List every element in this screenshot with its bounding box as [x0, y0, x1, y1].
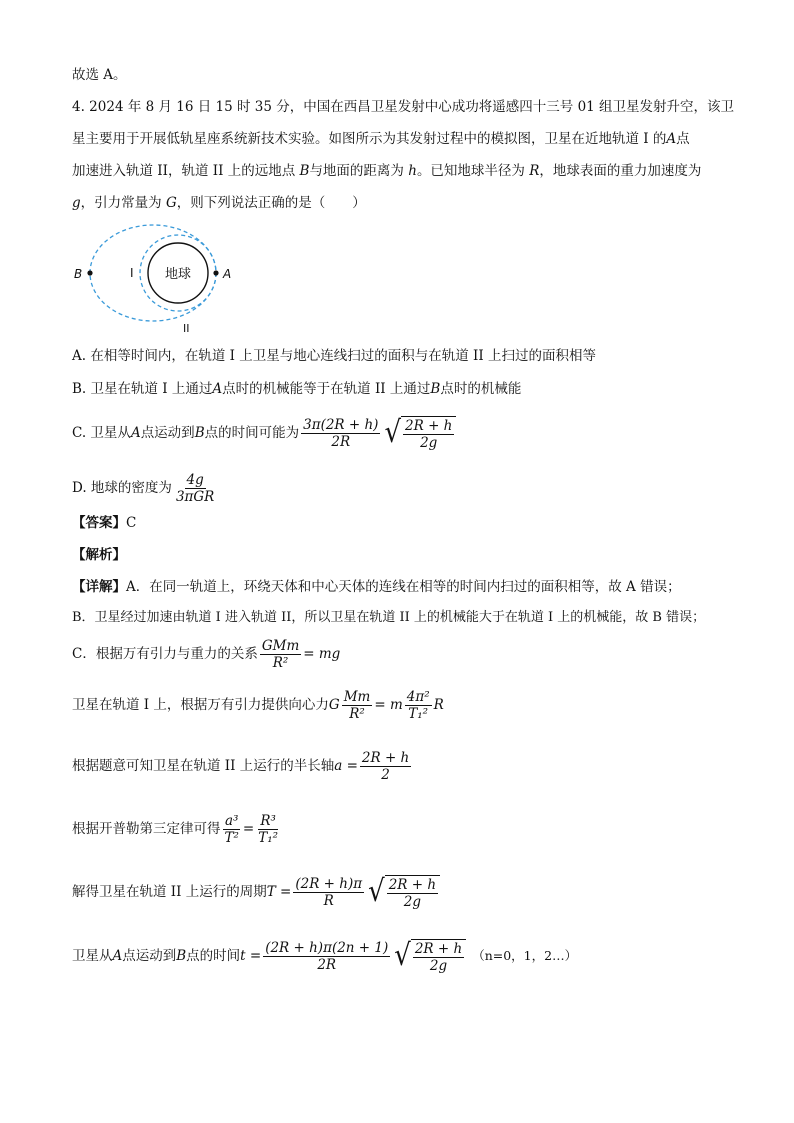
detail-line-period: 解得卫星在轨道 II 上运行的周期 T = $\frac{(2R + h)\pi}{R}$ √ $\frac{2R + h}{2g}$ — [72, 870, 440, 914]
q-text: ，则下列说法正确的是（ ） — [176, 195, 366, 211]
opt-text: C. 卫星从 — [72, 425, 131, 441]
point-A-label: A — [223, 267, 232, 281]
orbit-II-label: II — [183, 322, 190, 335]
opt-var-A: A — [212, 381, 223, 397]
q-text: 与地面的距离为 — [309, 163, 404, 179]
point-B-dot — [87, 270, 92, 275]
option-B — [72, 380, 521, 398]
option-C — [72, 414, 456, 452]
detail-line-C: C．根据万有引力与重力的关系 $\frac{\text{GMm}}{\text{R²}}$ = mg — [72, 637, 341, 671]
answer-value: C — [126, 515, 137, 531]
opt-text: B. 卫星在轨道 I 上通过 — [72, 381, 213, 397]
q-var-R: R — [529, 163, 540, 179]
option-A: A. 在相等时间内，在轨道 I 上卫星与地心连线扫过的面积与在轨道 II 上扫过的面积相等 — [72, 348, 596, 364]
opt-text: D. 地球的密度为 — [72, 480, 172, 496]
detail-line-centripetal: 卫星在轨道 I 上，根据万有引力提供向心力 G $\frac{Mm}{\text{R²}}$ = m $\frac{\text{4π²}}{\text{T₁²}}$ R — [72, 688, 444, 722]
opt-var-B: B — [194, 425, 205, 441]
opt-text: 点运动到 — [140, 425, 195, 441]
orbit-I-label: I — [130, 266, 134, 280]
q-var-B: B — [299, 163, 310, 179]
question-line-2 — [72, 130, 690, 148]
answer-label: 【答案】 — [72, 515, 126, 531]
opt-text: 点时的机械能 — [440, 381, 522, 397]
detail-line-B: B．卫星经过加速由轨道 I 进入轨道 II，所以卫星在轨道 II 上的机械能大于在轨道 I 上的机械能，故 B 错误； — [72, 610, 706, 625]
detail-line-time: 卫星从 A 点运动到 B 点的时间 t = $\frac{(2R + h)\pi(2n + 1)}{2R}$ √ $\frac{2R + h}{2g}$ （n=0，1，2…） — [72, 938, 578, 974]
q-text: ，地球表面的重力加速度为 — [539, 163, 702, 179]
opt-var-A: A — [130, 425, 141, 441]
question-line-1: 4. 2024 年 8 月 16 日 15 时 35 分，中国在西昌卫星发射中心成功将遥感四十三号 01 组卫星发射升空，该卫 — [72, 99, 735, 115]
point-B-label: B — [74, 267, 83, 281]
point-A-dot — [213, 270, 218, 275]
question-line-3 — [72, 162, 701, 180]
analysis-label: 【解析】 — [72, 547, 126, 563]
previous-answer-note: 故选 A。 — [72, 67, 127, 83]
q-text: 星主要用于开展低轨星座系统新技术实验。如图所示为其发射过程中的模拟图，卫星在近地轨道 I 的 — [72, 131, 667, 147]
opt-text: 点的时间可能为 — [204, 425, 300, 441]
q-var-g: g — [72, 195, 81, 211]
option-D-fraction: $\frac{4g}{\text{3πGR}}$ — [175, 471, 215, 505]
q-text: 点 — [676, 131, 690, 147]
option-C-sqrt: √ $\frac{2R + h}{2g}$ — [384, 416, 456, 451]
detail-line-semimajor: 根据题意可知卫星在轨道 II 上运行的半长轴 a = $\frac{2R + h}{2}$ — [72, 749, 410, 783]
option-D — [72, 470, 218, 506]
detail-line-A — [72, 578, 681, 596]
q-text: 。已知地球半径为 — [416, 163, 525, 179]
detail-label: 【详解】 — [72, 579, 126, 595]
opt-var-B: B — [430, 381, 441, 397]
answer-line — [72, 514, 136, 532]
detail-text: A．在同一轨道上，环绕天体和中心天体的连线在相等的时间内扫过的面积相等，故 A 错误； — [126, 579, 681, 595]
opt-text: 点时的机械能等于在轨道 II 上通过 — [222, 381, 431, 397]
q-var-G: G — [165, 195, 177, 211]
earth-label: 地球 — [164, 267, 192, 282]
option-C-fraction: $\frac{3\pi(2R + h)}{2R}$ — [303, 416, 379, 450]
detail-line-kepler: 根据开普勒第三定律可得 $\frac{\text{a³}}{\text{T²}}$ = $\frac{\text{R³}}{\text{T₁²}}$ — [72, 812, 279, 846]
question-line-4 — [72, 194, 366, 212]
q-text: ，引力常量为 — [80, 195, 162, 211]
q-text: 加速进入轨道 II，轨道 II 上的远地点 — [72, 163, 296, 179]
q-var-h: h — [408, 163, 417, 179]
gravity-fraction: $\frac{\text{GMm}}{\text{R²}}$ — [261, 637, 300, 671]
q-var-A: A — [666, 131, 677, 147]
orbit-diagram — [70, 220, 250, 340]
